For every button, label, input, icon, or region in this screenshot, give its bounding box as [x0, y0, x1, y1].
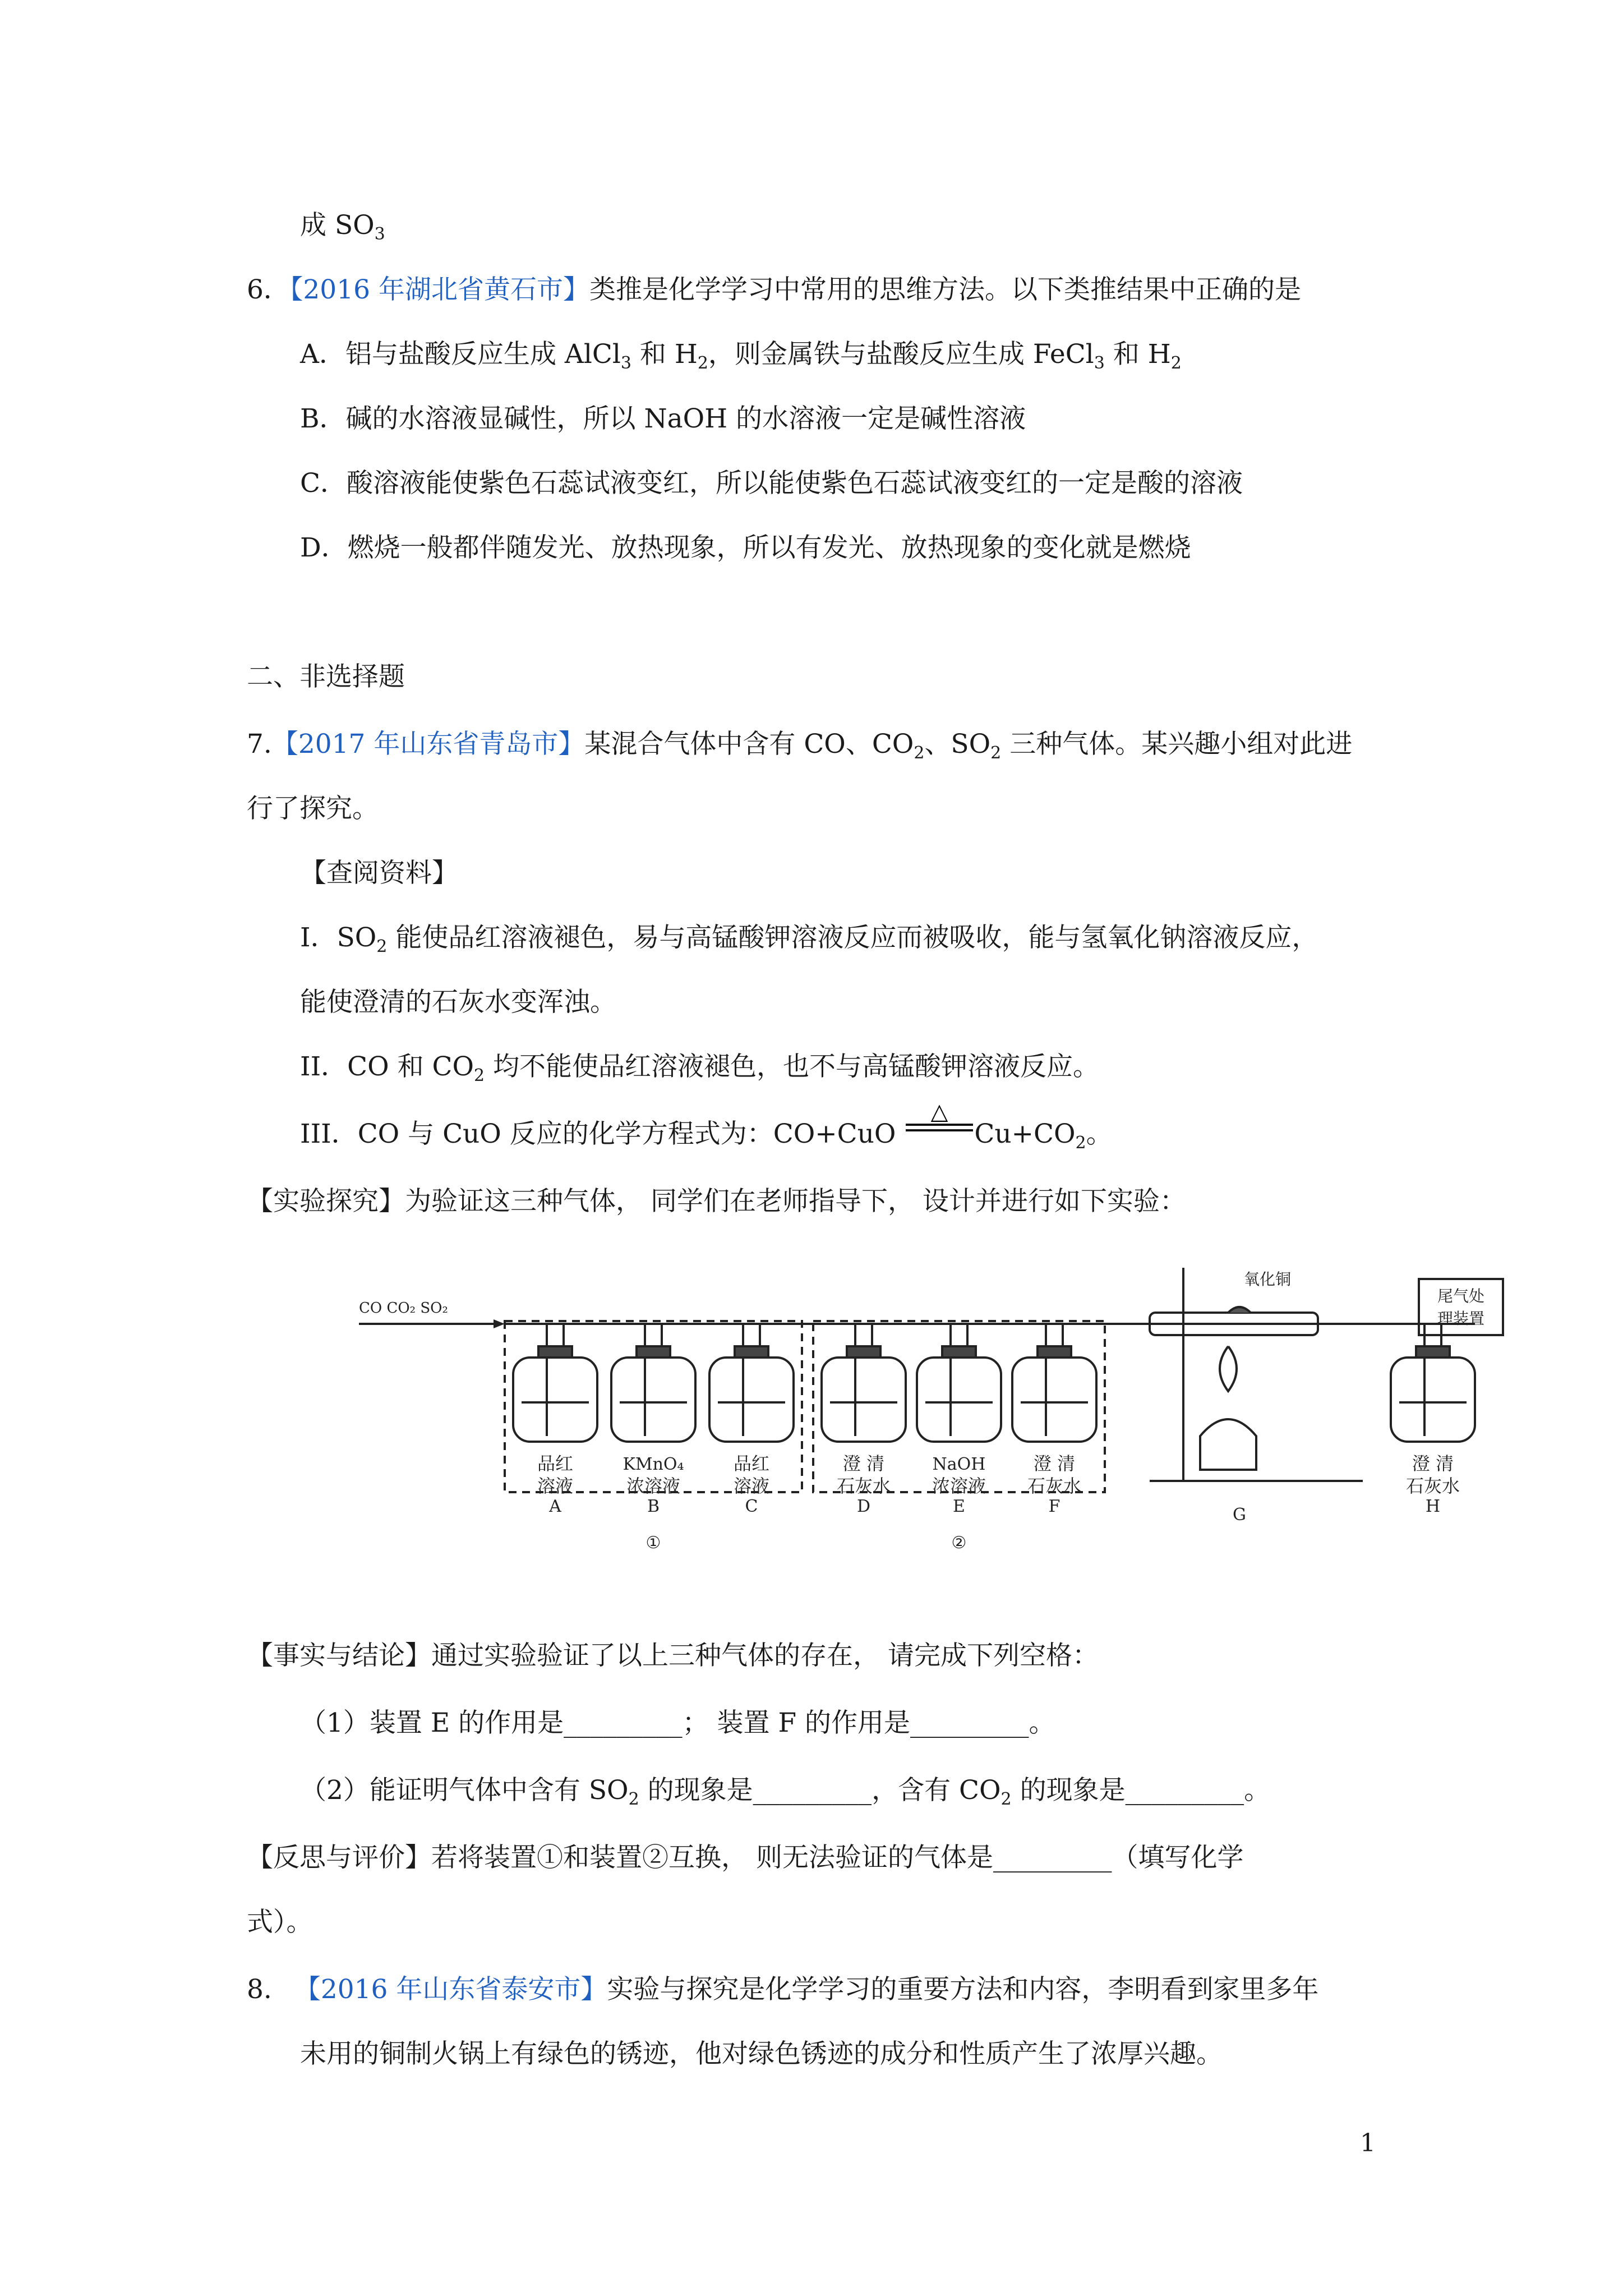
- q7-reflection[interactable]: 【反思与评价】若将装置①和装置②互换， 则无法验证的气体是_________（填写化学: [247, 1842, 1244, 1873]
- svg-text:KMnO₄: KMnO₄: [623, 1455, 684, 1474]
- q8-source: 【2016 年山东省泰安市】: [294, 1974, 607, 2005]
- q6-option-a[interactable]: A．铝与盐酸反应生成 AlCl$_3$ 和 $H_2$，则金属铁与盐酸反应生成 FeCl$_3$ 和 $H_2$: [300, 339, 1182, 373]
- q6-option-d[interactable]: D．燃烧一般都伴随发光、放热现象，所以有发光、放热现象的变化就是燃烧: [300, 532, 1191, 563]
- q6-stem: 类推是化学学习中常用的思维方法。以下类推结果中正确的是: [589, 274, 1301, 305]
- q6-option-b[interactable]: B．碱的水溶液显碱性，所以 NaOH 的水溶液一定是碱性溶液: [300, 403, 1026, 434]
- q7-question-1[interactable]: （1）装置 E 的作用是_________； 装置 F 的作用是_________。: [300, 1708, 1055, 1738]
- svg-text:E: E: [953, 1497, 965, 1516]
- copper-oxide-label: 氧化铜: [1243, 1270, 1292, 1289]
- svg-text:溶液: 溶液: [537, 1475, 574, 1497]
- svg-text:C: C: [745, 1497, 758, 1516]
- bottle-H: [1391, 1324, 1475, 1516]
- svg-text:石灰水: 石灰水: [1027, 1475, 1082, 1497]
- svg-text:理装置: 理装置: [1437, 1309, 1485, 1328]
- q7-experiment-intro: 【实验探究】为验证这三种气体， 同学们在老师指导下， 设计并进行如下实验：: [247, 1186, 1186, 1217]
- q5-tail: 成 $SO_3$: [300, 210, 385, 244]
- svg-text:石灰水: 石灰水: [1405, 1475, 1460, 1497]
- q7-number: 7.: [247, 729, 272, 760]
- svg-text:A: A: [549, 1497, 561, 1516]
- apparatus-G: [1150, 1268, 1363, 1525]
- q8-stem-line2: 未用的铜制火锅上有绿色的锈迹，他对绿色锈迹的成分和性质产生了浓厚兴趣。: [300, 2039, 1223, 2069]
- bottle-D: [822, 1324, 906, 1516]
- page-number: 1: [1360, 2129, 1376, 2157]
- svg-text:浓溶液: 浓溶液: [626, 1475, 681, 1497]
- q7-stem-line2: 行了探究。: [247, 793, 379, 824]
- q7-ref-2: II．CO 和 $CO_2$ 均不能使品红溶液褪色，也不与高锰酸钾溶液反应。: [300, 1051, 1100, 1085]
- svg-text:品红: 品红: [733, 1453, 770, 1474]
- svg-text:B: B: [647, 1497, 660, 1516]
- bottle-C: [709, 1324, 794, 1516]
- svg-text:F: F: [1048, 1497, 1061, 1516]
- q6-option-c[interactable]: C．酸溶液能使紫色石蕊试液变红，所以能使紫色石蕊试液变红的一定是酸的溶液: [300, 468, 1243, 499]
- svg-text:澄 清: 澄 清: [1033, 1453, 1076, 1474]
- q7-facts: 【事实与结论】通过实验验证了以上三种气体的存在， 请完成下列空格：: [247, 1640, 1099, 1671]
- inlet-label: CO CO₂ SO₂: [359, 1300, 448, 1317]
- q8-number: 8.: [247, 1974, 272, 2005]
- bottle-A: [513, 1324, 597, 1516]
- group-2-label: ②: [951, 1533, 967, 1553]
- q7-ref-1: I．$SO_2$ 能使品红溶液褪色，易与高锰酸钾溶液反应而被吸收，能与氢氧化钠溶液反应，: [300, 922, 1318, 956]
- bottle-F: [1012, 1324, 1096, 1516]
- svg-text:品红: 品红: [537, 1453, 574, 1474]
- q7-ref-1b: 能使澄清的石灰水变浑浊。: [300, 987, 616, 1018]
- section-heading: 二、非选择题: [247, 661, 405, 692]
- svg-text:△: △: [930, 1102, 948, 1125]
- q6-source: 【2016 年湖北省黄石市】: [289, 274, 589, 305]
- q7-ref-3: III．CO 与 CuO 反应的化学方程式为：CO+CuO $Cu+CO_2$。: [300, 1119, 1113, 1153]
- apparatus-figure: [353, 1257, 1531, 1559]
- q6-number: 6．: [247, 274, 290, 305]
- svg-text:H: H: [1425, 1497, 1441, 1516]
- q7-stem-line: 7.【2017 年山东省青岛市】某混合气体中含有 CO、$CO_2$、$SO_2$ 三种气体。某兴趣小组对此进: [247, 729, 1353, 763]
- svg-text:G: G: [1233, 1505, 1246, 1525]
- svg-text:浓溶液: 浓溶液: [932, 1475, 986, 1497]
- svg-text:D: D: [856, 1497, 871, 1516]
- svg-text:澄 清: 澄 清: [1412, 1453, 1454, 1474]
- bottle-B: [611, 1324, 695, 1516]
- svg-text:尾气处: 尾气处: [1437, 1287, 1485, 1305]
- bottle-E: [917, 1324, 1001, 1516]
- q7-ref-title: 【查阅资料】: [300, 858, 458, 889]
- q7-source: 【2017 年山东省青岛市】: [271, 729, 585, 760]
- svg-text:NaOH: NaOH: [932, 1455, 986, 1474]
- q7-question-2[interactable]: （2）能证明气体中含有 $SO_2$ 的现象是_________，含有 $CO_2$ 的现象是_________。: [300, 1775, 1271, 1809]
- svg-text:石灰水: 石灰水: [836, 1475, 891, 1497]
- svg-text:澄 清: 澄 清: [842, 1453, 885, 1474]
- svg-text:溶液: 溶液: [733, 1475, 770, 1497]
- q6-stem-line: [247, 272, 1301, 308]
- group-1-label: ①: [645, 1533, 661, 1553]
- q8-stem-line: 8. 【2016 年山东省泰安市】实验与探究是化学学习的重要方法和内容，李明看到家里多年: [247, 1974, 1319, 2005]
- q7-reflection-2: 式）。: [247, 1907, 313, 1938]
